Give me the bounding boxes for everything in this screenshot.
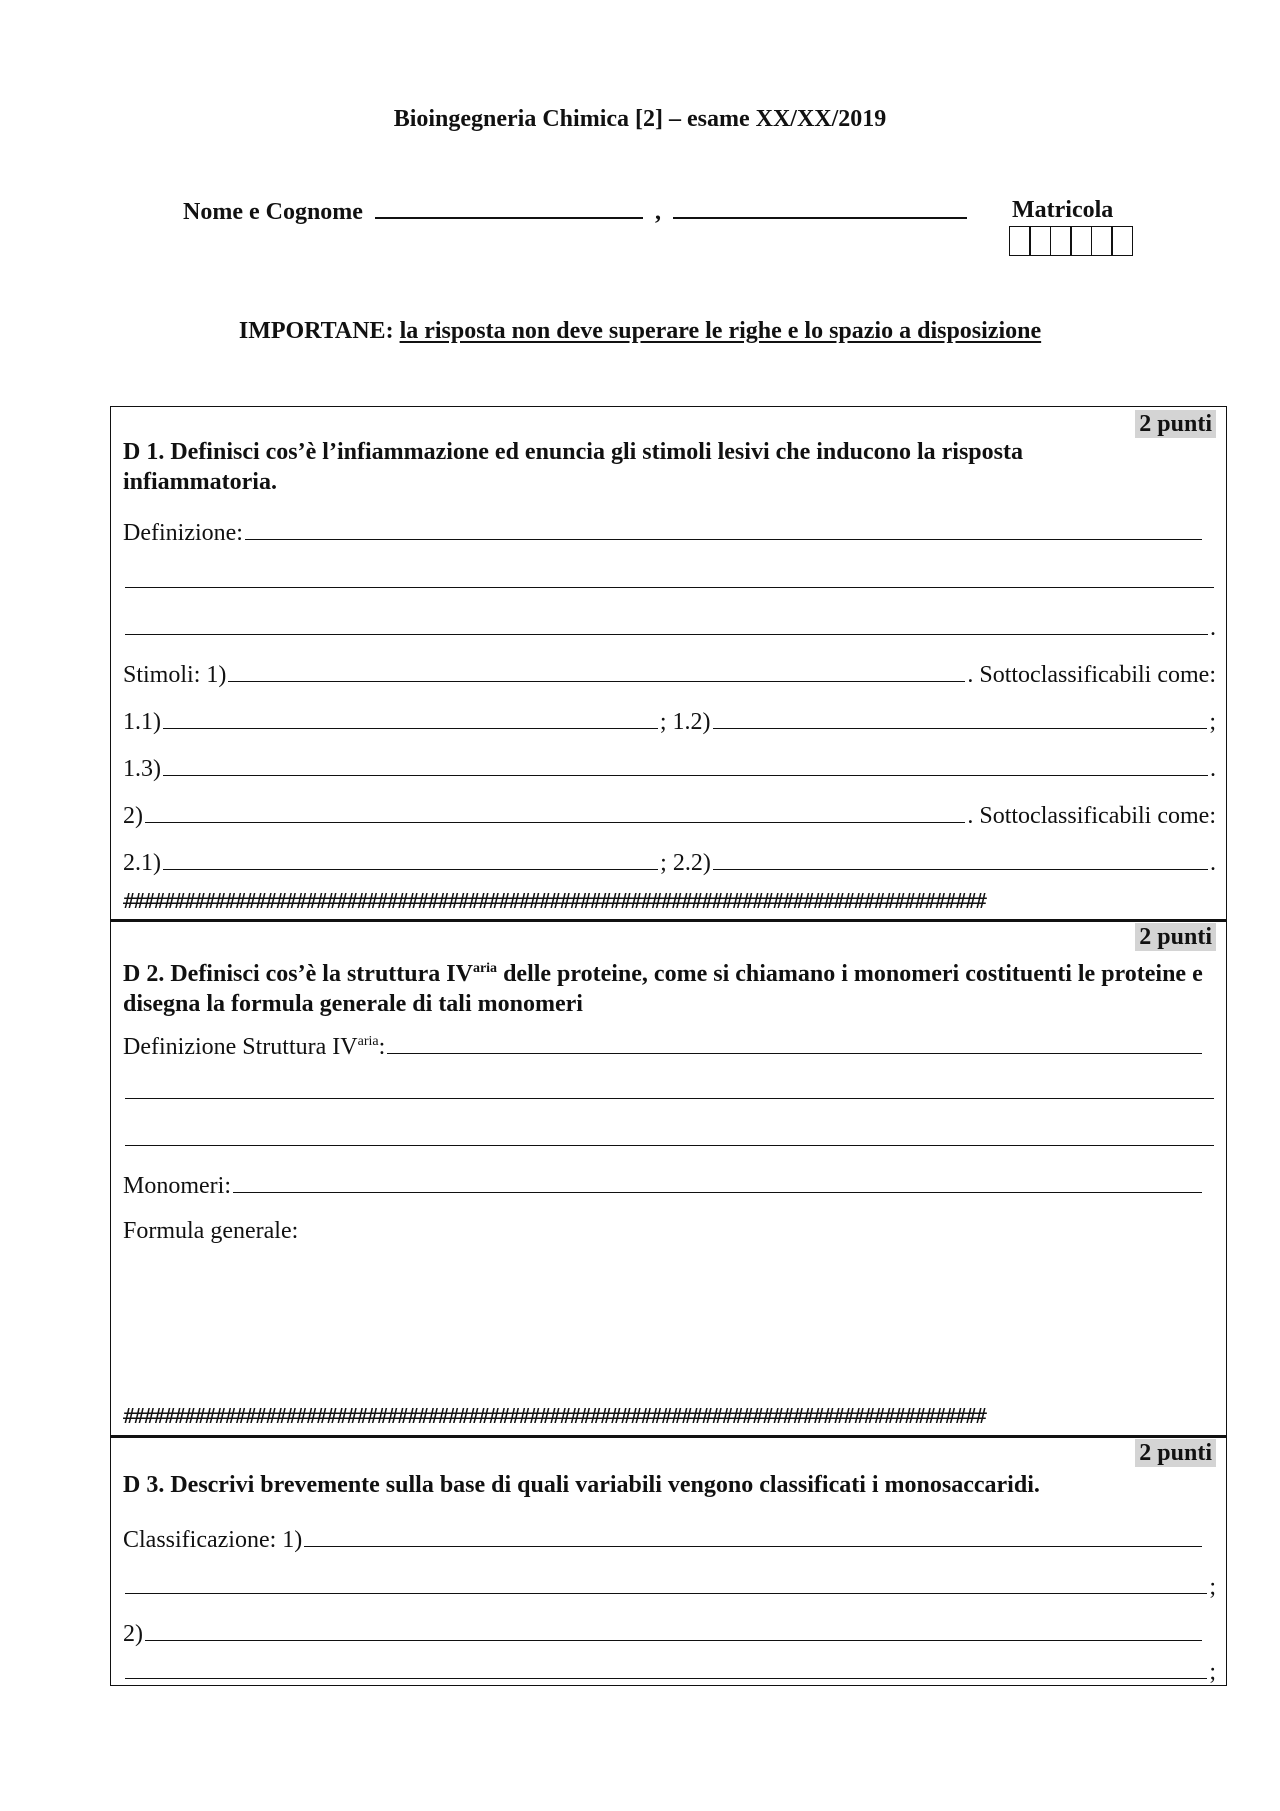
important-label: IMPORTANE: xyxy=(238,318,394,344)
answer-blank[interactable] xyxy=(125,565,1214,588)
name-row xyxy=(183,197,967,226)
answer-blank[interactable] xyxy=(304,1524,1202,1547)
colon: : xyxy=(378,1034,386,1060)
classificazione-line xyxy=(123,1524,1216,1554)
item-label: 2) xyxy=(123,803,143,829)
definizione-line xyxy=(123,1028,1216,1061)
formula-line xyxy=(123,1217,1216,1245)
item-label: ; 1.2) xyxy=(659,709,711,735)
period: . xyxy=(1210,615,1216,641)
matricola-box[interactable] xyxy=(1070,226,1092,256)
last-name-field[interactable] xyxy=(673,197,967,219)
answer-blank[interactable] xyxy=(163,847,658,870)
stimoli-2-line xyxy=(123,800,1216,830)
answer-blank[interactable] xyxy=(713,847,1208,870)
monomeri-line xyxy=(123,1170,1216,1200)
monomeri-label: Monomeri: xyxy=(123,1173,231,1199)
answer-blank[interactable] xyxy=(125,1123,1214,1146)
answer-blank[interactable] xyxy=(125,1076,1214,1099)
semicolon: ; xyxy=(1209,709,1216,735)
matricola-boxes[interactable] xyxy=(1010,226,1133,256)
item-label: 2.1) xyxy=(123,850,161,876)
answer-line xyxy=(123,1656,1216,1686)
answer-blank[interactable] xyxy=(163,706,658,729)
answer-line xyxy=(123,1123,1216,1146)
important-note xyxy=(0,318,1280,345)
matricola-label: Matricola xyxy=(1012,197,1114,223)
matricola-box[interactable] xyxy=(1029,226,1051,256)
classificazione-label: Classificazione: 1) xyxy=(123,1527,303,1553)
question-2-box xyxy=(110,920,1227,1436)
answer-blank[interactable] xyxy=(125,1656,1207,1679)
question-2-text-b: delle proteine, come si chiamano i monomeri costituenti le proteine e disegna la formula generale di tali monomeri xyxy=(123,961,1203,1017)
item-label: 1.1) xyxy=(123,709,161,735)
item-label: 1.3) xyxy=(123,756,161,782)
answer-blank[interactable] xyxy=(713,706,1208,729)
question-1-text: D 1. Definisci cos’è l’infiammazione ed enuncia gli stimoli lesivi che inducono la risposta infiammatoria. xyxy=(123,439,1023,495)
answer-blank[interactable] xyxy=(163,753,1208,776)
answer-blank[interactable] xyxy=(145,1618,1202,1641)
item-2-line xyxy=(123,1618,1216,1648)
answer-line xyxy=(123,1076,1216,1099)
item-label: 2) xyxy=(123,1621,143,1647)
matricola-box[interactable] xyxy=(1050,226,1072,256)
sub-2-line xyxy=(123,847,1216,877)
definizione-label xyxy=(123,1028,385,1061)
answer-blank[interactable] xyxy=(387,1031,1202,1054)
answer-blank[interactable] xyxy=(245,517,1202,540)
period: . xyxy=(1210,850,1217,876)
points-badge: 2 punti xyxy=(1135,923,1216,951)
sub-1-3-line xyxy=(123,753,1216,783)
sottoclassificabili-label: . Sottoclassificabili come: xyxy=(967,803,1216,829)
question-2-text xyxy=(123,954,1216,1019)
name-label: Nome e Cognome xyxy=(183,199,363,225)
item-label: ; 2.2) xyxy=(660,850,711,876)
sottoclassificabili-label: . Sottoclassificabili come: xyxy=(967,662,1216,688)
question-3-box xyxy=(110,1436,1227,1686)
superscript: aria xyxy=(357,1034,379,1049)
first-name-field[interactable] xyxy=(375,197,643,219)
points-badge: 2 punti xyxy=(1135,1439,1216,1467)
hash-separator: ##################################################################################### xyxy=(123,889,985,913)
semicolon: ; xyxy=(1209,1574,1216,1600)
stimoli-line xyxy=(123,659,1216,689)
points-badge: 2 punti xyxy=(1135,410,1216,438)
answer-line xyxy=(123,565,1216,588)
hash-separator: ##################################################################################### xyxy=(123,1404,985,1428)
definizione-line xyxy=(123,517,1216,547)
period: . xyxy=(1210,756,1216,782)
superscript: aria xyxy=(472,961,498,976)
stimoli-label: Stimoli: 1) xyxy=(123,662,227,688)
important-text: la risposta non deve superare le righe e lo spazio a disposizione xyxy=(399,318,1042,344)
sub-1-line xyxy=(123,706,1216,736)
question-2-text-a: D 2. Definisci cos’è la struttura IV xyxy=(123,961,473,987)
definizione-label: Definizione: xyxy=(123,520,243,546)
formula-drawing-area[interactable] xyxy=(123,1250,1216,1400)
answer-blank[interactable] xyxy=(145,800,965,823)
question-1-box xyxy=(110,406,1227,920)
answer-blank[interactable] xyxy=(125,612,1208,635)
answer-blank[interactable] xyxy=(125,1571,1207,1594)
semicolon: ; xyxy=(1209,1659,1216,1685)
answer-line xyxy=(123,1571,1216,1601)
answer-blank[interactable] xyxy=(228,659,965,682)
name-separator: , xyxy=(654,199,661,225)
matricola-box[interactable] xyxy=(1009,226,1031,256)
matricola-box[interactable] xyxy=(1091,226,1113,256)
exam-title: Bioingegneria Chimica [2] – esame XX/XX/2019 xyxy=(393,106,887,132)
formula-label: Formula generale: xyxy=(123,1218,299,1244)
matricola-box[interactable] xyxy=(1111,226,1133,256)
answer-blank[interactable] xyxy=(233,1170,1202,1193)
answer-line xyxy=(123,612,1216,642)
question-3-text: D 3. Descrivi brevemente sulla base di quali variabili vengono classificati i monosaccaridi. xyxy=(123,1472,1040,1498)
definizione-label-text: Definizione Struttura IV xyxy=(123,1034,358,1060)
